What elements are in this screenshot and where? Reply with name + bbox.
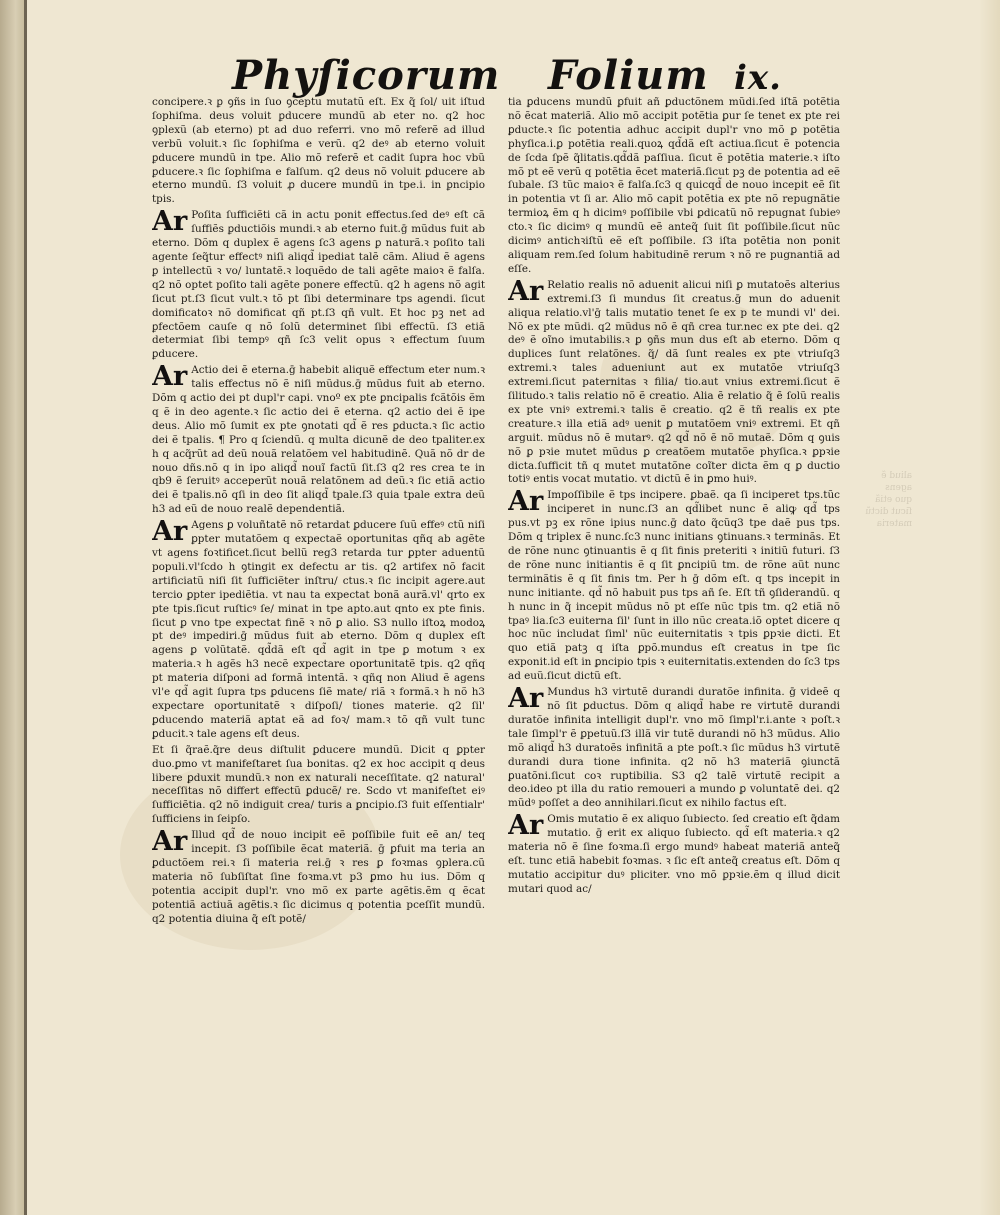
folio-number: ix. bbox=[734, 58, 783, 98]
text-line: vno mõ ꝑ potẽtia phyſica.i.ꝑ potẽtia reali.quoꝝ qd̃dã eſt bbox=[508, 123, 840, 150]
text-line: luntatẽ.ꝛ loquẽdo de tali agẽte maioꝛ ẽ falſa. q2 nõ optet bbox=[152, 264, 485, 291]
text-line: Agens ꝑ voluñtatẽ nõ retardat ꝑducere ſuũ effeꝰ bbox=[191, 519, 448, 532]
paragraph bbox=[152, 516, 485, 742]
text-line: a deo annihilari.ſicut ex nihilo factus eſt. bbox=[572, 797, 787, 810]
argument-initial: Ar bbox=[508, 486, 544, 518]
text-line: qñq ab agẽte vt agens foꝛtificet.ſicut bellũ reg3 retarda bbox=[152, 533, 485, 559]
text-line: ab eterno voluit ꝑducere mundũ in tpe. Alio mõ referẽ bbox=[152, 137, 485, 164]
text-line: potẽtia nõ ẽcat materiã. Alio mõ accipit potẽtia ꝑur ſe bbox=[508, 96, 840, 122]
argument-initial: Ar bbox=[508, 810, 544, 842]
text-line: nõ ẽ mutarꝰ. q2 qd̃ nõ ẽ nõ mutaẽ. Dõm q ꝯuis nõ ꝑ bbox=[508, 431, 840, 458]
text-line: tiones materie. q2 ſil' ꝑducendo materiã aptat eã ad foꝛ/ bbox=[152, 699, 485, 726]
paragraph bbox=[152, 206, 485, 362]
text-line: agens ꝑ volũtatẽ. qd̃dã eſt qd̃ agit in tpe ꝑ motum ꝛ ex bbox=[152, 644, 485, 657]
paragraph bbox=[508, 96, 840, 277]
text-line: tia ꝑducens mundũ ꝑfuit añ ꝑductõnem mũdi.ſed iſtã bbox=[508, 96, 804, 108]
text-line: ius. Dõm q potentia accipit dupl'r. vno mõ ex parte bbox=[152, 870, 485, 897]
paragraph bbox=[508, 683, 840, 811]
text-line: qd̃ tps pus.vt pꝫ ex rõne ipius nunc.ḡ dato q̃cũq3 tpe bbox=[508, 503, 840, 530]
text-line: num.ꝛ talis effectus nõ ẽ niſi mũdus.ḡ mũdus bbox=[191, 364, 485, 391]
text-line: agẽtis.ẽm q ẽcat potentiã actiuã agẽtis.ꝛ ſic dicimus bbox=[152, 884, 485, 911]
text-line: eſt materia.ꝛ q2 materia nõ ẽ ſine foꝛma.ſi ergo mundꝰ bbox=[508, 827, 840, 854]
text-line: tur ꝑpter aduentũ populi.vl'ſcdo h ꝯtingit ex defectu ar bbox=[152, 547, 485, 573]
text-line: te in qb9 ẽ ſeruitꝰ acceperũt nouã relatõnem ad deũ.ꝛ ſic bbox=[152, 461, 485, 488]
argument-initial: Ar bbox=[152, 826, 188, 858]
text-line: ctũ niſi ꝑpter mutatõem q expectaẽ oportunitas bbox=[191, 519, 485, 546]
text-line: fuit.ḡ mũdus fuit ab eterno. Dõm q duplex ẽ agens bbox=[152, 223, 485, 250]
text-line: cto.ꝛ ſic dicimꝰ q mundũ eẽ anteq̃ ſuit ſit poſſibile.ſicut bbox=[508, 221, 821, 234]
text-line: do aduenit aliqua relatio.vl'ḡ talis mutatio tenet ſe ex p bbox=[508, 292, 840, 319]
text-line: re virtutẽ durandi duratõe infinita intelligit dupl'r. vno bbox=[508, 699, 840, 726]
text-line: pt.ſ3 ſicut vult.ꝛ tõ pt ſibi determinare tps agendi. ſicut bbox=[180, 292, 485, 305]
text-line: materiã.ſicut pꝫ de potentia ad eẽ ſubale. ſ3 tũc maioꝛ ẽ bbox=[508, 165, 840, 192]
text-line: teq incepit. ſ3 poſſibile ẽcat materiã. ḡ ꝑfuit ma bbox=[191, 829, 485, 856]
text-line: daẽ pus tps. Dõm q triplex ẽ nunc.ſc3 nunc initians bbox=[508, 517, 840, 544]
text-line: etiã actio dei ẽ tpalis.nõ qſi in deo ſit aliqd̃ tpale.ſ3 quia bbox=[152, 475, 485, 502]
left-text-column bbox=[152, 96, 485, 1098]
text-line: nũc dicimꝰ antichꝛiſtũ eẽ eſt poſſibile. ſ3 iſta potẽtia non bbox=[508, 221, 840, 248]
text-line: ḡ videẽ q nõ ſit ꝑductus. Dõm q aliqd̃ habe bbox=[547, 686, 840, 712]
text-line: domificatoꝛ nõ domificat qñ pt.ſ3 qñ vult. Et hoc pꝫ bbox=[152, 306, 450, 319]
text-line: ſ3 etiã determiat ſibi tempꝰ qñ ſc3 velit opus ꝛ effectum bbox=[152, 320, 485, 347]
text-line: uenit ꝑ mutatõem vniꝰ extremi. Et qñ arguit. mũdus bbox=[508, 417, 840, 444]
running-head-left: Phyſicorum bbox=[232, 52, 501, 99]
text-line: tione infinita. q2 nõ h3 materiã ꝯiunctã ꝑuatõni.ſicut coꝛ bbox=[508, 755, 840, 782]
text-line: minat in tpe apto.aut qnto ex pte finis. ſicut ꝑ vno tpe bbox=[152, 602, 485, 629]
text-line: fuit ab eterno. Dõm q actio dei pt dupl'r capi. vnoº bbox=[152, 378, 485, 405]
text-line: dicta.ſufficit tñ q mutet mutatõne coĩter dicta ẽm q ꝑ bbox=[508, 459, 808, 472]
text-line: creatio. Alia ẽ relatio q̃ ẽ ſolũ realis ex pte vniꝰ extremi.ꝛ bbox=[508, 390, 840, 416]
text-line: ꝯplera.cũ materia nõ ſubſiſtat ſine foꝛma.vt p3 ꝑmo hu bbox=[152, 856, 485, 883]
page-edge bbox=[980, 0, 1000, 1215]
text-line: pugnantiã ad eſſe. bbox=[508, 248, 840, 275]
text-line: concipere.ꝛ ꝑ ꝯñs in ſuo ꝯceptu mutatũ eſt. Ex q̃ ſol/ bbox=[152, 96, 442, 108]
text-line: net ad ꝑfectõem cauſe q nõ ſolũ determinet ſibi effectũ. bbox=[152, 306, 485, 333]
text-line: Illud qd̃ de nouo incipit eẽ poſſibile fuit eẽ an/ bbox=[191, 829, 469, 842]
text-line: tutẽ durandi nõ h3 mũdus. Alio mõ aliqd̃ h3 duratoẽs bbox=[508, 727, 840, 754]
text-line: expectat finẽ ꝛ nõ ꝑ alio. S3 nullo iſtoꝝ modoꝝ pt deꝰ bbox=[152, 616, 485, 643]
text-line: nouo dñs.nõ q in ipo aliqd̃ nouĩ factũ ſit.ſ3 q2 res crea bbox=[152, 461, 460, 474]
text-line: hoc nũc includat ſiml' nũc euiternitatis ꝛ tpis ꝑpꝛie dicti. bbox=[508, 628, 829, 641]
text-line: ar. Alio mõ capit potẽtia ex pte nõ repugnãtie termioꝝ bbox=[508, 193, 840, 220]
text-line: accipit q deus libere ꝑduxit mundũ.ꝛ non ex naturali bbox=[152, 757, 485, 784]
text-line: tur.nec ex pte dei. q2 deꝰ ẽ oĩno imutabilis.ꝛ ꝑ ꝯñs mun bbox=[508, 320, 840, 347]
argument-initial: Ar bbox=[508, 683, 544, 715]
text-line: tio.aut vnius extremi.ſicut ẽ ſilitudo.ꝛ talis relatio nõ ẽ bbox=[508, 376, 840, 403]
text-line: pliciter. vno mõ ꝑpꝛie.ẽm q illud dicit mutari quod ac/ bbox=[508, 868, 840, 895]
text-line: dã ſunt reales ex pte vtriuſq3 extremi.ꝛ tales adueniunt bbox=[508, 348, 840, 375]
argument-initial: Ar bbox=[152, 361, 188, 393]
text-line: ſc3 agens ꝑ naturã.ꝛ poſito tali agente ſeq̃tur effectꝰ niſi bbox=[152, 237, 485, 263]
text-line: ctus.ꝛ ſic incipit agere.aut tercio ꝑpter ipediẽtia. vt nau bbox=[152, 574, 485, 601]
text-line: ducere mundũ in tpe.i. in ꝑncipio tpis. bbox=[152, 179, 485, 206]
text-line: Et quo etiã patꝫ q iſta ꝑpõ.mundus eſt creatus in tpe bbox=[508, 628, 840, 655]
text-line: dei ẽ eterna. q2 actio dei ẽ ipe deus. Alio mõ ſumit ex pte bbox=[152, 405, 485, 432]
argument-initial: Ar bbox=[508, 275, 544, 307]
text-line: infinitã a pte poſt.ꝛ ſic mũdus h3 virtutẽ durandi dura bbox=[508, 741, 840, 768]
text-line: et cadit ſupra hoc vbũ ꝑducere.ꝛ ſic ſophiſma e falſum. q2 bbox=[152, 151, 485, 178]
text-line: teria an ꝑductõem rei.ꝛ ſi materia rei.ḡ ꝛ res ꝑ foꝛmas bbox=[152, 843, 485, 869]
text-line: Omis mutatio ẽ ex aliquo ſubiecto. ſed creatio bbox=[547, 813, 793, 826]
text-line: deus nõ voluit ꝑducere ab eterno mundũ. ſ3 voluit ꝓ bbox=[152, 165, 485, 192]
text-line: ſuum ꝑducere. bbox=[152, 334, 485, 361]
text-line: turis a ꝑncipio.ſ3 fuit eſſentialr' ſufficiens in ſeipſo. bbox=[152, 799, 485, 826]
paragraph bbox=[152, 361, 485, 517]
text-line: habeat materiã anteq̃ eſt. tunc etiã habebit foꝛmas. ꝛ ſic bbox=[508, 841, 840, 867]
text-line: Impoſſibile ẽ tps incipere. ꝑbaẽ. qa ſi inciperet bbox=[547, 489, 804, 502]
text-line: mõ ſimpl'r.i.ante ꝛ poſt.ꝛ tale ſimpl'r ẽ ꝑpetuũ.ſ3 illã vir bbox=[508, 713, 840, 740]
text-line: ruptibilia. S3 q2 talẽ virtutẽ recipit a deo.ideo pt illa du bbox=[508, 769, 840, 796]
text-line: ratio remoueri a mundo ꝑ voluntatẽ dei. q2 mũdꝰ poſſet bbox=[508, 783, 840, 810]
text-line: ponit aliquam rem.ſed ſolum habitudinẽ rerum ꝛ nõ re bbox=[508, 235, 840, 261]
text-line: no. q2 hoc ꝯplexũ (ab eterno) pt ad duo referri. vno mõ bbox=[152, 109, 485, 136]
text-line: riã ꝛ formã.ꝛ h nõ h3 expectare oportunitatẽ ꝛ diſpoſi/ bbox=[152, 686, 485, 712]
text-line: Relatio realis nõ aduenit alicui niſi ꝑ mutatoẽs bbox=[547, 278, 800, 291]
paragraph bbox=[508, 810, 840, 896]
text-line: Poſita ſufficiẽti cã in actu ponit effectus.ſed deꝰ bbox=[191, 209, 455, 222]
paragraph bbox=[152, 96, 485, 207]
paragraph bbox=[508, 275, 840, 488]
text-line: ꝯnotati qd̃ ẽ res ꝑducta.ꝛ ſic actio dei ẽ tpalis. ¶ Pro bbox=[152, 419, 485, 446]
text-line: tpale extra deũ h3 ad eũ de nouo realẽ dependentiã. bbox=[152, 489, 485, 516]
text-line: actiua.ſicut ẽ potencia de ſcda ſpẽ q̃litatis.qd̃dã paſſiua. bbox=[508, 137, 840, 164]
text-line: in q̃ incepit mũdus nõ pt eſſe nũc tpis tm. q2 etiã nõ tpaꝰ bbox=[508, 600, 840, 627]
text-line: ductio totiꝰ entis vocat mutatio. vt dictũ ẽ in ꝑmo huiꝰ. bbox=[508, 459, 840, 486]
text-line: ex pte ꝑncipalis fcãtõis ẽm q ẽ in deo agente.ꝛ ſic actio bbox=[152, 392, 485, 418]
text-line: Aliud ẽ agens vl'e qd̃ agit ſupra tps ꝑducens ſiẽ mate/ bbox=[152, 672, 485, 699]
text-line: referẽ ad illud verbũ voluit.ꝛ ſic ſophiſma e verũ. q2 deꝰ bbox=[152, 123, 485, 150]
text-line: ſic exponit.id eſt in ꝑncipio tpis ꝛ euiternitatis.extenden bbox=[508, 642, 840, 669]
text-line: ẽm q h dicimꝰ poſſibile vbi ꝑdicatũ nõ repugnat ſubieꝰ bbox=[552, 207, 840, 220]
text-line: q potentia pceſſit mundũ. q2 potentia diuina q̃ eſt potẽ/ bbox=[152, 898, 485, 925]
text-line: Mundus h3 virtutẽ durandi duratõe infinita. bbox=[547, 686, 790, 699]
running-head-right: Folium bbox=[548, 52, 709, 99]
show-through-text: aliud ẽ agens quo etiã ſicut dictũ materia bbox=[865, 471, 912, 529]
text-line: lia.ſc3 euiterna ſil' ſunt in illo nũc creata.iõ optet dicere q bbox=[532, 614, 840, 627]
text-line: aut ex mutatõe vtriuſq3 extremi.ſicut paternitas ꝛ filia/ bbox=[508, 362, 840, 389]
paragraph bbox=[152, 826, 485, 926]
text-line: poſito tali agẽte ponere effectũ. q2 h agens nõ agit ſicut bbox=[152, 278, 485, 305]
text-line: mam.ꝛ tõ qñ vult tunc ꝑducit.ꝛ tale agens eſt deus. bbox=[152, 713, 485, 740]
text-line: materia.ꝛ h agẽs h3 necẽ expectare oportunitatẽ tpis. bbox=[152, 658, 448, 671]
text-line: re. Scdo vt manifeſtet eiꝰ ſufficiẽtia. q2 nõ indiguit crea/ bbox=[152, 785, 485, 812]
binding-strip bbox=[0, 0, 26, 1215]
text-line: ta expectat bonã aurã.vl' qrto ex pte tpis.ſicut ruſticꝰ ſe/ bbox=[152, 588, 485, 615]
text-line: tenet ex pte rei ꝑducte.ꝛ ſic potentia adhuc accipit dupl'r bbox=[508, 109, 840, 136]
text-line: pꝛie mutet mũdus ꝑ creatõem mutatõe phyſica.ꝛ ꝑpꝛie bbox=[538, 445, 840, 458]
text-line: q ſciendũ. q multa dicunẽ de deo tpaliter.ex h q acq̃rũt bbox=[152, 433, 485, 460]
text-line: eſt q̃dam mutatio. ḡ erit ex aliquo ſubiecto. qd̃ bbox=[547, 813, 840, 840]
right-text-column bbox=[508, 96, 840, 1086]
text-line: dus eſt ab eterno. Dõm q duplices ſunt relatõnes. q̃/ bbox=[508, 334, 840, 361]
binding-gutter-line bbox=[24, 0, 27, 1215]
text-line: q ſit ꝑncipiũ tm. de rõne aũt nunc terminãtis ẽ q ſit finis bbox=[508, 558, 840, 585]
text-line: ꝯtinuans.ꝛ terminãs. Et de rõne nunc ꝯtinuantis ẽ q bbox=[508, 531, 840, 557]
text-line: eſt anteq̃ creatus eſt. Dõm q mutatio accipitur duꝰ bbox=[508, 854, 840, 881]
text-line: q ꝑpter duo.ꝑmo vt manifeſtaret ſua bonitas. q2 ex hoc bbox=[152, 743, 485, 770]
text-line: neceſſitate. q2 natural' neceſſitas nõ differt effectũ ꝑducẽ/ bbox=[152, 771, 485, 798]
argument-initial: Ar bbox=[152, 206, 188, 238]
text-line: Et ſi q̃raẽ.q̃re deus diſtulit ꝑducere mundũ. Dicit bbox=[152, 743, 443, 756]
argument-initial: Ar bbox=[152, 516, 188, 548]
text-line: impediri.ḡ mũdus fuit ab eterno. Dõm q duplex eſt bbox=[193, 630, 485, 643]
paragraph bbox=[152, 744, 485, 827]
text-line: do ſc3 tps ad euũ.ſicut dictũ eſt. bbox=[508, 656, 840, 683]
text-line: te mundi vl' dei. Nõ ex pte mũdi. q2 mũdus nõ ẽ qñ crea bbox=[508, 306, 840, 333]
text-line: ad deũ nouã relatõem vel habitudinẽ. Quã nõ dr de bbox=[211, 447, 485, 460]
text-line: tps.tũc inciperet in nunc.ſ3 an qd̃libet nunc ẽ aliꝙ bbox=[547, 489, 840, 516]
paragraph bbox=[508, 486, 840, 684]
text-line: aliqd̃ ipediat talẽ cãm. Aliud ẽ agens ꝑ intellectũ ꝛ vo/ bbox=[152, 250, 485, 277]
text-line: ſicut ẽ potẽtia materie.ꝛ iſto mõ pt eẽ verũ q potẽtia ẽcet bbox=[508, 151, 840, 178]
text-line: uit iſtud ſophiſma. deus voluit ꝑducere mundũ ab eter bbox=[152, 96, 485, 122]
text-line: q2 qñq pt materia diſponi ad formã intentã. ꝛ qñq non bbox=[152, 658, 485, 685]
text-line: ſit finis preteriti ꝛ initiũ futuri. ſ3 de rõne nunc initiantis ẽ bbox=[508, 545, 840, 571]
text-line: alterius extremi.ſ3 ſi mundus ſit creatus.ḡ mun bbox=[547, 278, 840, 305]
text-line: talis ẽ creatio. q2 ẽ tñ realis ex pte creature.ꝛ illa etiã adꝰ bbox=[508, 403, 840, 430]
text-line: nõ habuit pus tps añ ſe. Eſt tñ ꝯſiderandũ. q h nunc bbox=[508, 586, 840, 613]
text-line: Actio dei ẽ eterna.ḡ habebit aliquẽ effectum eter bbox=[191, 364, 454, 377]
text-line: tis. q2 artifex nõ facit artificiatũ niſi ſit ſufficiẽter inſtru/ bbox=[152, 560, 485, 587]
text-line: falſa.ſc3 q quicqd̃ de nouo incepit eẽ ſit in potentia vt ſi bbox=[508, 179, 840, 206]
text-line: tm. Per h ḡ dõm eſt. q tps incepit in nunc initiante. qd̃ bbox=[508, 572, 840, 599]
text-line: eſt cã ſuffiẽs ꝑductiõis mundi.ꝛ ab eterno bbox=[191, 209, 485, 236]
